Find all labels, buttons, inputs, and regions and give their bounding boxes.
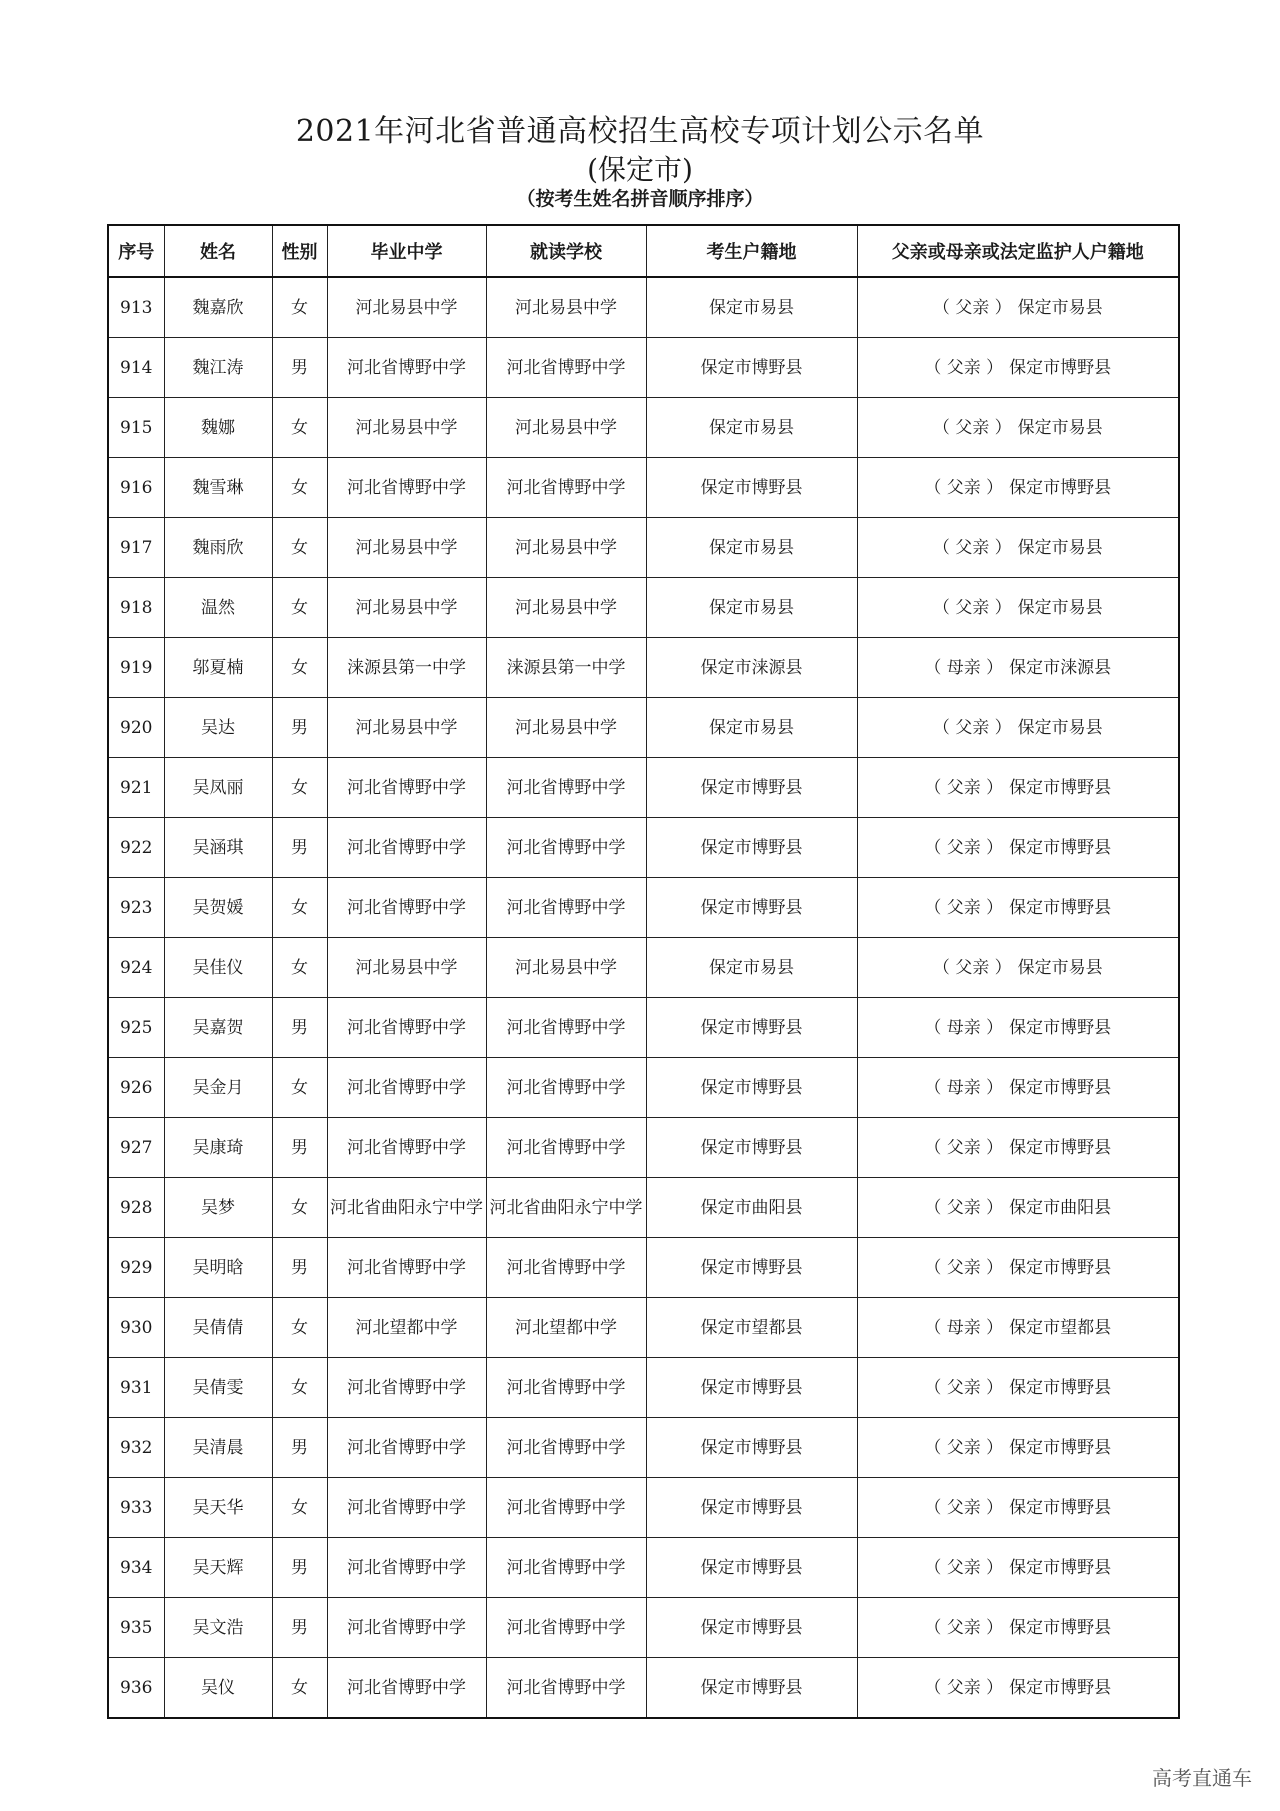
guardian-relation: （ 父亲 ） <box>924 1557 1004 1578</box>
cell-name: 魏雨欣 <box>164 518 272 578</box>
cell-grad-school: 河北省博野中学 <box>327 878 486 938</box>
table-row <box>108 1418 1179 1478</box>
table-row <box>108 1298 1179 1358</box>
cell-household: 保定市博野县 <box>646 818 857 878</box>
cell-name: 吴倩倩 <box>164 1298 272 1358</box>
table-row <box>108 1058 1179 1118</box>
guardian-place: 保定市博野县 <box>1009 1437 1112 1458</box>
cell-household: 保定市易县 <box>646 518 857 578</box>
cell-name: 温然 <box>164 578 272 638</box>
cell-current-school: 河北省曲阳永宁中学 <box>486 1178 646 1238</box>
header-guardian: 父亲或母亲或法定监护人户籍地 <box>857 225 1179 277</box>
cell-household: 保定市博野县 <box>646 1538 857 1598</box>
cell-gender: 女 <box>272 1478 327 1538</box>
cell-grad-school: 河北省博野中学 <box>327 758 486 818</box>
guardian-place: 保定市易县 <box>1017 417 1103 438</box>
table-row <box>108 277 1179 338</box>
header-current-school: 就读学校 <box>486 225 646 277</box>
cell-no: 922 <box>108 818 164 878</box>
cell-no: 927 <box>108 1118 164 1178</box>
cell-gender: 男 <box>272 818 327 878</box>
guardian-relation: （ 父亲 ） <box>924 777 1004 798</box>
roster-table <box>107 224 1180 1719</box>
cell-current-school: 河北省博野中学 <box>486 1238 646 1298</box>
guardian-place: 保定市博野县 <box>1009 357 1112 378</box>
cell-name: 吴明晗 <box>164 1238 272 1298</box>
cell-current-school: 河北易县中学 <box>486 277 646 338</box>
cell-name: 吴金月 <box>164 1058 272 1118</box>
cell-grad-school: 河北易县中学 <box>327 518 486 578</box>
cell-no: 929 <box>108 1238 164 1298</box>
cell-guardian <box>857 1238 1179 1298</box>
guardian-place: 保定市博野县 <box>1009 777 1112 798</box>
guardian-relation: （ 父亲 ） <box>924 357 1004 378</box>
cell-guardian <box>857 1358 1179 1418</box>
cell-household: 保定市博野县 <box>646 1598 857 1658</box>
cell-grad-school: 河北省博野中学 <box>327 338 486 398</box>
cell-no: 923 <box>108 878 164 938</box>
header-grad-school: 毕业中学 <box>327 225 486 277</box>
cell-guardian <box>857 818 1179 878</box>
cell-grad-school: 河北易县中学 <box>327 698 486 758</box>
guardian-place: 保定市易县 <box>1017 957 1103 978</box>
header-gender: 性别 <box>272 225 327 277</box>
cell-guardian <box>857 1058 1179 1118</box>
cell-name: 吴凤丽 <box>164 758 272 818</box>
cell-name: 魏嘉欣 <box>164 277 272 338</box>
cell-household: 保定市博野县 <box>646 1658 857 1719</box>
cell-household: 保定市博野县 <box>646 1478 857 1538</box>
cell-grad-school: 河北省博野中学 <box>327 1478 486 1538</box>
guardian-relation: （ 父亲 ） <box>932 957 1012 978</box>
cell-grad-school: 河北省博野中学 <box>327 458 486 518</box>
guardian-relation: （ 父亲 ） <box>924 1617 1004 1638</box>
cell-current-school: 河北省博野中学 <box>486 1478 646 1538</box>
cell-current-school: 河北省博野中学 <box>486 1538 646 1598</box>
table-row <box>108 818 1179 878</box>
guardian-relation: （ 母亲 ） <box>924 1077 1004 1098</box>
cell-gender: 女 <box>272 578 327 638</box>
cell-gender: 男 <box>272 1118 327 1178</box>
cell-name: 吴康琦 <box>164 1118 272 1178</box>
cell-no: 918 <box>108 578 164 638</box>
cell-gender: 女 <box>272 1358 327 1418</box>
roster-body <box>108 277 1179 1718</box>
table-row <box>108 758 1179 818</box>
guardian-place: 保定市博野县 <box>1009 477 1112 498</box>
cell-grad-school: 河北省博野中学 <box>327 1118 486 1178</box>
cell-no: 930 <box>108 1298 164 1358</box>
table-row <box>108 698 1179 758</box>
cell-name: 吴清晨 <box>164 1418 272 1478</box>
page-title: 2021年河北省普通高校招生高校专项计划公示名单 <box>295 114 985 149</box>
guardian-place: 保定市博野县 <box>1009 1137 1112 1158</box>
cell-guardian <box>857 277 1179 338</box>
guardian-place: 保定市博野县 <box>1009 1257 1112 1278</box>
guardian-place: 保定市博野县 <box>1009 1377 1112 1398</box>
cell-guardian <box>857 1178 1179 1238</box>
cell-current-school: 河北省博野中学 <box>486 1058 646 1118</box>
cell-household: 保定市易县 <box>646 698 857 758</box>
cell-guardian <box>857 1118 1179 1178</box>
cell-gender: 女 <box>272 1298 327 1358</box>
table-row <box>108 1538 1179 1598</box>
cell-guardian <box>857 1598 1179 1658</box>
cell-current-school: 涞源县第一中学 <box>486 638 646 698</box>
cell-gender: 女 <box>272 758 327 818</box>
cell-guardian <box>857 578 1179 638</box>
cell-guardian <box>857 878 1179 938</box>
cell-grad-school: 河北省博野中学 <box>327 1538 486 1598</box>
cell-gender: 女 <box>272 277 327 338</box>
guardian-relation: （ 父亲 ） <box>924 1437 1004 1458</box>
cell-grad-school: 河北省曲阳永宁中学 <box>327 1178 486 1238</box>
cell-grad-school: 涞源县第一中学 <box>327 638 486 698</box>
cell-no: 935 <box>108 1598 164 1658</box>
table-row <box>108 638 1179 698</box>
cell-gender: 女 <box>272 638 327 698</box>
guardian-relation: （ 父亲 ） <box>924 1377 1004 1398</box>
cell-no: 933 <box>108 1478 164 1538</box>
table-row <box>108 398 1179 458</box>
cell-household: 保定市博野县 <box>646 1058 857 1118</box>
table-row <box>108 878 1179 938</box>
guardian-relation: （ 父亲 ） <box>932 537 1012 558</box>
cell-household: 保定市博野县 <box>646 1418 857 1478</box>
guardian-place: 保定市曲阳县 <box>1009 1197 1112 1218</box>
cell-grad-school: 河北易县中学 <box>327 277 486 338</box>
cell-gender: 女 <box>272 1658 327 1719</box>
cell-no: 931 <box>108 1358 164 1418</box>
cell-grad-school: 河北省博野中学 <box>327 1658 486 1719</box>
cell-gender: 女 <box>272 1058 327 1118</box>
table-row <box>108 1358 1179 1418</box>
cell-current-school: 河北省博野中学 <box>486 818 646 878</box>
cell-current-school: 河北省博野中学 <box>486 338 646 398</box>
cell-current-school: 河北望都中学 <box>486 1298 646 1358</box>
guardian-place: 保定市博野县 <box>1009 1617 1112 1638</box>
guardian-relation: （ 父亲 ） <box>924 1197 1004 1218</box>
guardian-relation: （ 父亲 ） <box>924 897 1004 918</box>
cell-no: 915 <box>108 398 164 458</box>
cell-guardian <box>857 1658 1179 1719</box>
cell-name: 吴贺媛 <box>164 878 272 938</box>
cell-grad-school: 河北省博野中学 <box>327 1238 486 1298</box>
guardian-place: 保定市博野县 <box>1009 897 1112 918</box>
cell-name: 吴嘉贺 <box>164 998 272 1058</box>
cell-guardian <box>857 758 1179 818</box>
cell-guardian <box>857 1478 1179 1538</box>
cell-name: 吴涵琪 <box>164 818 272 878</box>
guardian-place: 保定市易县 <box>1017 597 1103 618</box>
cell-household: 保定市望都县 <box>646 1298 857 1358</box>
cell-name: 吴倩雯 <box>164 1358 272 1418</box>
cell-household: 保定市博野县 <box>646 1238 857 1298</box>
table-row <box>108 578 1179 638</box>
cell-gender: 女 <box>272 458 327 518</box>
guardian-relation: （ 父亲 ） <box>924 1677 1004 1698</box>
cell-grad-school: 河北易县中学 <box>327 938 486 998</box>
cell-current-school: 河北省博野中学 <box>486 998 646 1058</box>
header-household: 考生户籍地 <box>646 225 857 277</box>
cell-current-school: 河北省博野中学 <box>486 458 646 518</box>
cell-guardian <box>857 698 1179 758</box>
cell-grad-school: 河北望都中学 <box>327 1298 486 1358</box>
table-row <box>108 1238 1179 1298</box>
cell-grad-school: 河北省博野中学 <box>327 1358 486 1418</box>
cell-guardian <box>857 338 1179 398</box>
cell-no: 917 <box>108 518 164 578</box>
cell-no: 928 <box>108 1178 164 1238</box>
cell-guardian <box>857 518 1179 578</box>
cell-guardian <box>857 1418 1179 1478</box>
cell-gender: 男 <box>272 1598 327 1658</box>
cell-name: 魏雪琳 <box>164 458 272 518</box>
cell-name: 吴佳仪 <box>164 938 272 998</box>
cell-gender: 女 <box>272 878 327 938</box>
cell-household: 保定市易县 <box>646 578 857 638</box>
watermark: 高考直通车 <box>1152 1766 1252 1790</box>
cell-no: 914 <box>108 338 164 398</box>
guardian-relation: （ 父亲 ） <box>924 477 1004 498</box>
cell-gender: 女 <box>272 518 327 578</box>
table-row <box>108 1178 1179 1238</box>
cell-no: 916 <box>108 458 164 518</box>
cell-household: 保定市博野县 <box>646 758 857 818</box>
cell-current-school: 河北易县中学 <box>486 518 646 578</box>
cell-household: 保定市博野县 <box>646 1358 857 1418</box>
cell-no: 919 <box>108 638 164 698</box>
cell-no: 913 <box>108 277 164 338</box>
cell-name: 吴仪 <box>164 1658 272 1719</box>
page-subtitle: (保定市) <box>587 153 693 186</box>
guardian-place: 保定市博野县 <box>1009 1017 1112 1038</box>
guardian-place: 保定市涞源县 <box>1009 657 1112 678</box>
cell-current-school: 河北省博野中学 <box>486 878 646 938</box>
guardian-place: 保定市望都县 <box>1009 1317 1112 1338</box>
cell-gender: 女 <box>272 938 327 998</box>
cell-gender: 男 <box>272 998 327 1058</box>
cell-guardian <box>857 998 1179 1058</box>
guardian-relation: （ 母亲 ） <box>924 1317 1004 1338</box>
table-row <box>108 338 1179 398</box>
cell-gender: 男 <box>272 1418 327 1478</box>
cell-current-school: 河北省博野中学 <box>486 758 646 818</box>
cell-household: 保定市博野县 <box>646 458 857 518</box>
cell-current-school: 河北易县中学 <box>486 698 646 758</box>
guardian-place: 保定市博野县 <box>1009 1077 1112 1098</box>
cell-gender: 男 <box>272 698 327 758</box>
guardian-relation: （ 母亲 ） <box>924 1017 1004 1038</box>
cell-name: 吴文浩 <box>164 1598 272 1658</box>
guardian-relation: （ 父亲 ） <box>932 717 1012 738</box>
guardian-place: 保定市易县 <box>1017 537 1103 558</box>
cell-name: 邬夏楠 <box>164 638 272 698</box>
cell-household: 保定市博野县 <box>646 338 857 398</box>
cell-current-school: 河北省博野中学 <box>486 1418 646 1478</box>
cell-no: 921 <box>108 758 164 818</box>
guardian-relation: （ 父亲 ） <box>924 1137 1004 1158</box>
guardian-place: 保定市博野县 <box>1009 1677 1112 1698</box>
cell-current-school: 河北省博野中学 <box>486 1118 646 1178</box>
cell-name: 吴天华 <box>164 1478 272 1538</box>
guardian-place: 保定市易县 <box>1017 297 1103 318</box>
table-row <box>108 1118 1179 1178</box>
guardian-place: 保定市易县 <box>1017 717 1103 738</box>
cell-guardian <box>857 638 1179 698</box>
cell-grad-school: 河北省博野中学 <box>327 1058 486 1118</box>
header-name: 姓名 <box>164 225 272 277</box>
guardian-relation: （ 父亲 ） <box>932 597 1012 618</box>
cell-current-school: 河北易县中学 <box>486 398 646 458</box>
table-row <box>108 518 1179 578</box>
sort-note: （按考生姓名拼音顺序排序） <box>516 188 764 210</box>
cell-gender: 男 <box>272 1238 327 1298</box>
cell-name: 吴梦 <box>164 1178 272 1238</box>
guardian-relation: （ 父亲 ） <box>932 417 1012 438</box>
cell-no: 925 <box>108 998 164 1058</box>
cell-no: 920 <box>108 698 164 758</box>
table-header-row <box>108 225 1179 277</box>
cell-household: 保定市涞源县 <box>646 638 857 698</box>
cell-no: 934 <box>108 1538 164 1598</box>
cell-name: 魏娜 <box>164 398 272 458</box>
cell-grad-school: 河北易县中学 <box>327 578 486 638</box>
cell-guardian <box>857 938 1179 998</box>
cell-guardian <box>857 1538 1179 1598</box>
cell-gender: 女 <box>272 1178 327 1238</box>
guardian-place: 保定市博野县 <box>1009 837 1112 858</box>
cell-name: 吴达 <box>164 698 272 758</box>
cell-current-school: 河北省博野中学 <box>486 1658 646 1719</box>
cell-no: 932 <box>108 1418 164 1478</box>
cell-gender: 男 <box>272 1538 327 1598</box>
table-row <box>108 1658 1179 1719</box>
cell-grad-school: 河北易县中学 <box>327 398 486 458</box>
guardian-relation: （ 母亲 ） <box>924 657 1004 678</box>
table-row <box>108 938 1179 998</box>
guardian-relation: （ 父亲 ） <box>932 297 1012 318</box>
cell-current-school: 河北易县中学 <box>486 938 646 998</box>
table-row <box>108 998 1179 1058</box>
table-row <box>108 1478 1179 1538</box>
guardian-relation: （ 父亲 ） <box>924 837 1004 858</box>
cell-grad-school: 河北省博野中学 <box>327 998 486 1058</box>
cell-guardian <box>857 398 1179 458</box>
cell-guardian <box>857 1298 1179 1358</box>
cell-no: 926 <box>108 1058 164 1118</box>
cell-household: 保定市曲阳县 <box>646 1178 857 1238</box>
cell-name: 魏江涛 <box>164 338 272 398</box>
cell-gender: 女 <box>272 398 327 458</box>
cell-grad-school: 河北省博野中学 <box>327 1418 486 1478</box>
cell-current-school: 河北省博野中学 <box>486 1358 646 1418</box>
guardian-place: 保定市博野县 <box>1009 1557 1112 1578</box>
cell-current-school: 河北省博野中学 <box>486 1598 646 1658</box>
cell-name: 吴天辉 <box>164 1538 272 1598</box>
cell-household: 保定市易县 <box>646 938 857 998</box>
cell-household: 保定市博野县 <box>646 998 857 1058</box>
cell-household: 保定市易县 <box>646 277 857 338</box>
guardian-place: 保定市博野县 <box>1009 1497 1112 1518</box>
guardian-relation: （ 父亲 ） <box>924 1257 1004 1278</box>
header-no: 序号 <box>108 225 164 277</box>
cell-grad-school: 河北省博野中学 <box>327 818 486 878</box>
cell-household: 保定市博野县 <box>646 878 857 938</box>
table-row <box>108 458 1179 518</box>
cell-current-school: 河北易县中学 <box>486 578 646 638</box>
cell-grad-school: 河北省博野中学 <box>327 1598 486 1658</box>
guardian-relation: （ 父亲 ） <box>924 1497 1004 1518</box>
cell-household: 保定市易县 <box>646 398 857 458</box>
table-row <box>108 1598 1179 1658</box>
cell-household: 保定市博野县 <box>646 1118 857 1178</box>
cell-gender: 男 <box>272 338 327 398</box>
cell-no: 936 <box>108 1658 164 1719</box>
cell-guardian <box>857 458 1179 518</box>
cell-no: 924 <box>108 938 164 998</box>
